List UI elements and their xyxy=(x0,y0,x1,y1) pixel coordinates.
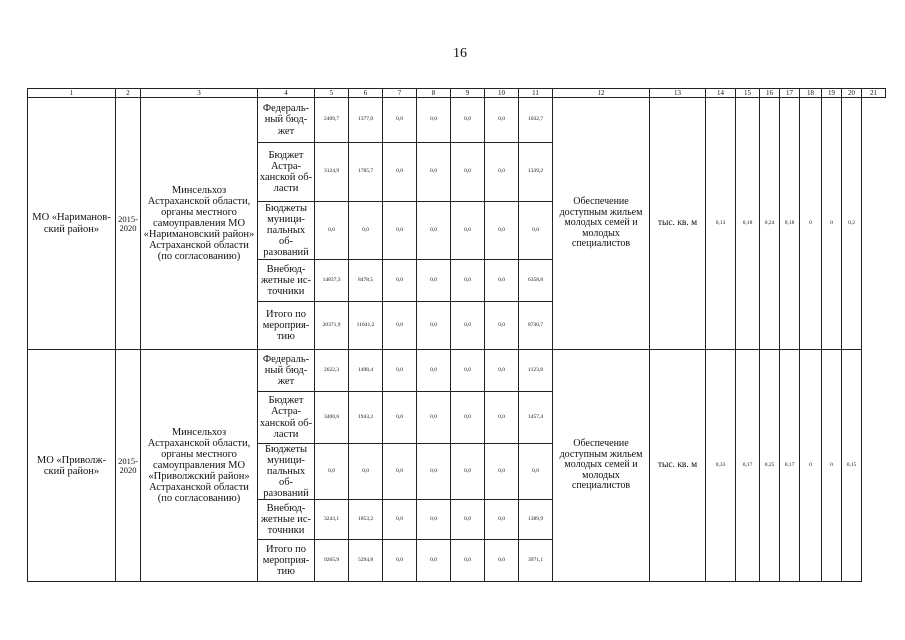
amount-cell: 3124,9 xyxy=(315,143,349,202)
executor-cell: Минсельхоз Астраханской области, органы местного самоуправления МО «Приволжский район» Астраханской области (по согласованию) xyxy=(141,350,258,582)
amount-cell: 0,0 xyxy=(485,260,519,302)
amount-cell: 0,0 xyxy=(485,540,519,582)
table-row xyxy=(28,98,886,143)
indicator-cell: 0,17 xyxy=(736,350,760,582)
indicator-cell: 0,18 xyxy=(736,98,760,350)
column-header: 10 xyxy=(485,89,519,98)
amount-cell: 20371,9 xyxy=(315,302,349,350)
funding-source-cell: Итого по мероприя-тию xyxy=(258,302,315,350)
amount-cell: 0,0 xyxy=(485,98,519,143)
municipality-cell: МО «Приволж-ский район» xyxy=(28,350,116,582)
funding-source-cell: Федераль-ный бюд-жет xyxy=(258,98,315,143)
amount-cell: 0,0 xyxy=(485,302,519,350)
amount-cell: 6358,8 xyxy=(519,260,553,302)
column-header: 9 xyxy=(451,89,485,98)
amount-cell: 11641,2 xyxy=(349,302,383,350)
funding-source-cell: Итого по мероприя-тию xyxy=(258,540,315,582)
column-header: 7 xyxy=(383,89,417,98)
amount-cell: 1389,9 xyxy=(519,500,553,540)
indicator-cell: 0,13 xyxy=(706,98,736,350)
amount-cell: 0,0 xyxy=(485,500,519,540)
goal-cell: Обеспечение доступным жильем молодых семей и молодых специалистов xyxy=(553,98,650,350)
amount-cell: 1377,0 xyxy=(349,98,383,143)
amount-cell: 0,0 xyxy=(451,350,485,392)
funding-source-cell: Внебюд-жетные ис-точники xyxy=(258,500,315,540)
funding-source-cell: Бюджет Астра-ханской об-ласти xyxy=(258,392,315,444)
amount-cell: 0,0 xyxy=(417,500,451,540)
amount-cell: 0,0 xyxy=(417,444,451,500)
unit-cell: тыс. кв. м xyxy=(650,350,706,582)
amount-cell: 0,0 xyxy=(383,302,417,350)
program-table xyxy=(27,88,886,582)
indicator-cell: 0 xyxy=(822,98,842,350)
amount-cell: 0,0 xyxy=(451,540,485,582)
amount-cell: 0,0 xyxy=(519,444,553,500)
unit-cell: тыс. кв. м xyxy=(650,98,706,350)
indicator-cell: 0,25 xyxy=(760,350,780,582)
indicator-cell: 0,17 xyxy=(780,350,800,582)
amount-cell: 0,0 xyxy=(485,350,519,392)
amount-cell: 0,0 xyxy=(349,444,383,500)
column-header: 20 xyxy=(842,89,862,98)
amount-cell: 0,0 xyxy=(383,143,417,202)
period-cell: 2015-2020 xyxy=(116,98,141,350)
indicator-cell: 0 xyxy=(822,350,842,582)
amount-cell: 1123,8 xyxy=(519,350,553,392)
amount-cell: 0,0 xyxy=(383,540,417,582)
column-header: 16 xyxy=(760,89,780,98)
column-header: 12 xyxy=(553,89,650,98)
amount-cell: 0,0 xyxy=(417,143,451,202)
column-header: 14 xyxy=(706,89,736,98)
indicator-cell: 0 xyxy=(800,350,822,582)
amount-cell: 0,0 xyxy=(383,98,417,143)
amount-cell: 0,0 xyxy=(451,444,485,500)
amount-cell: 0,0 xyxy=(417,260,451,302)
amount-cell: 1943,2 xyxy=(349,392,383,444)
amount-cell: 0,0 xyxy=(417,540,451,582)
column-header: 17 xyxy=(780,89,800,98)
column-header: 5 xyxy=(315,89,349,98)
column-header: 6 xyxy=(349,89,383,98)
funding-source-cell: Бюджет Астра-ханской об-ласти xyxy=(258,143,315,202)
amount-cell: 2409,7 xyxy=(315,98,349,143)
funding-source-cell: Федераль-ный бюд-жет xyxy=(258,350,315,392)
column-header: 1 xyxy=(28,89,116,98)
amount-cell: 0,0 xyxy=(315,202,349,260)
column-header: 2 xyxy=(116,89,141,98)
header-row xyxy=(28,89,886,98)
amount-cell: 0,0 xyxy=(451,260,485,302)
table-row xyxy=(28,350,886,392)
amount-cell: 1853,2 xyxy=(349,500,383,540)
funding-source-cell: Бюджеты муници-пальных об-разований xyxy=(258,202,315,260)
indicator-cell: 0,18 xyxy=(780,98,800,350)
amount-cell: 0,0 xyxy=(417,350,451,392)
column-header: 13 xyxy=(650,89,706,98)
amount-cell: 3971,1 xyxy=(519,540,553,582)
amount-cell: 0,0 xyxy=(451,500,485,540)
amount-cell: 2622,3 xyxy=(315,350,349,392)
amount-cell: 0,0 xyxy=(485,202,519,260)
goal-cell: Обеспечение доступным жильем молодых семей и молодых специалистов xyxy=(553,350,650,582)
amount-cell: 0,0 xyxy=(451,98,485,143)
column-header: 4 xyxy=(258,89,315,98)
amount-cell: 0,0 xyxy=(451,202,485,260)
amount-cell: 0,0 xyxy=(383,260,417,302)
period-cell: 2015-2020 xyxy=(116,350,141,582)
amount-cell: 0,0 xyxy=(451,143,485,202)
amount-cell: 3400,6 xyxy=(315,392,349,444)
amount-cell: 0,0 xyxy=(417,392,451,444)
amount-cell: 0,0 xyxy=(383,392,417,444)
amount-cell: 0,0 xyxy=(485,444,519,500)
amount-cell: 1498,4 xyxy=(349,350,383,392)
column-header: 3 xyxy=(141,89,258,98)
indicator-cell: 0 xyxy=(800,98,822,350)
amount-cell: 0,0 xyxy=(451,302,485,350)
amount-cell: 14837,3 xyxy=(315,260,349,302)
indicator-cell: 0,33 xyxy=(706,350,736,582)
column-header: 8 xyxy=(417,89,451,98)
funding-source-cell: Бюджеты муници-пальных об-разований xyxy=(258,444,315,500)
amount-cell: 0,0 xyxy=(383,350,417,392)
amount-cell: 0,0 xyxy=(417,202,451,260)
amount-cell: 3243,1 xyxy=(315,500,349,540)
amount-cell: 0,0 xyxy=(349,202,383,260)
funding-source-cell: Внебюд-жетные ис-точники xyxy=(258,260,315,302)
amount-cell: 0,0 xyxy=(417,98,451,143)
amount-cell: 0,0 xyxy=(383,500,417,540)
amount-cell: 1457,4 xyxy=(519,392,553,444)
column-header: 21 xyxy=(862,89,886,98)
amount-cell: 0,0 xyxy=(417,302,451,350)
amount-cell: 0,0 xyxy=(485,392,519,444)
column-header: 11 xyxy=(519,89,553,98)
municipality-cell: МО «Нариманов-ский район» xyxy=(28,98,116,350)
amount-cell: 0,0 xyxy=(451,392,485,444)
column-header: 19 xyxy=(822,89,842,98)
indicator-cell: 0,15 xyxy=(842,350,862,582)
column-header: 18 xyxy=(800,89,822,98)
amount-cell: 9265,9 xyxy=(315,540,349,582)
executor-cell: Минсельхоз Астраханской области, органы местного самоуправления МО «Наримановский район» Астраханской области (по согласованию) xyxy=(141,98,258,350)
amount-cell: 5294,8 xyxy=(349,540,383,582)
amount-cell: 1339,2 xyxy=(519,143,553,202)
amount-cell: 1032,7 xyxy=(519,98,553,143)
amount-cell: 0,0 xyxy=(383,444,417,500)
amount-cell: 0,0 xyxy=(315,444,349,500)
amount-cell: 8478,5 xyxy=(349,260,383,302)
amount-cell: 1785,7 xyxy=(349,143,383,202)
amount-cell: 0,0 xyxy=(485,143,519,202)
amount-cell: 8730,7 xyxy=(519,302,553,350)
column-header: 15 xyxy=(736,89,760,98)
amount-cell: 0,0 xyxy=(383,202,417,260)
page-number: 16 xyxy=(453,46,467,61)
amount-cell: 0,0 xyxy=(519,202,553,260)
indicator-cell: 0,24 xyxy=(760,98,780,350)
indicator-cell: 0,2 xyxy=(842,98,862,350)
